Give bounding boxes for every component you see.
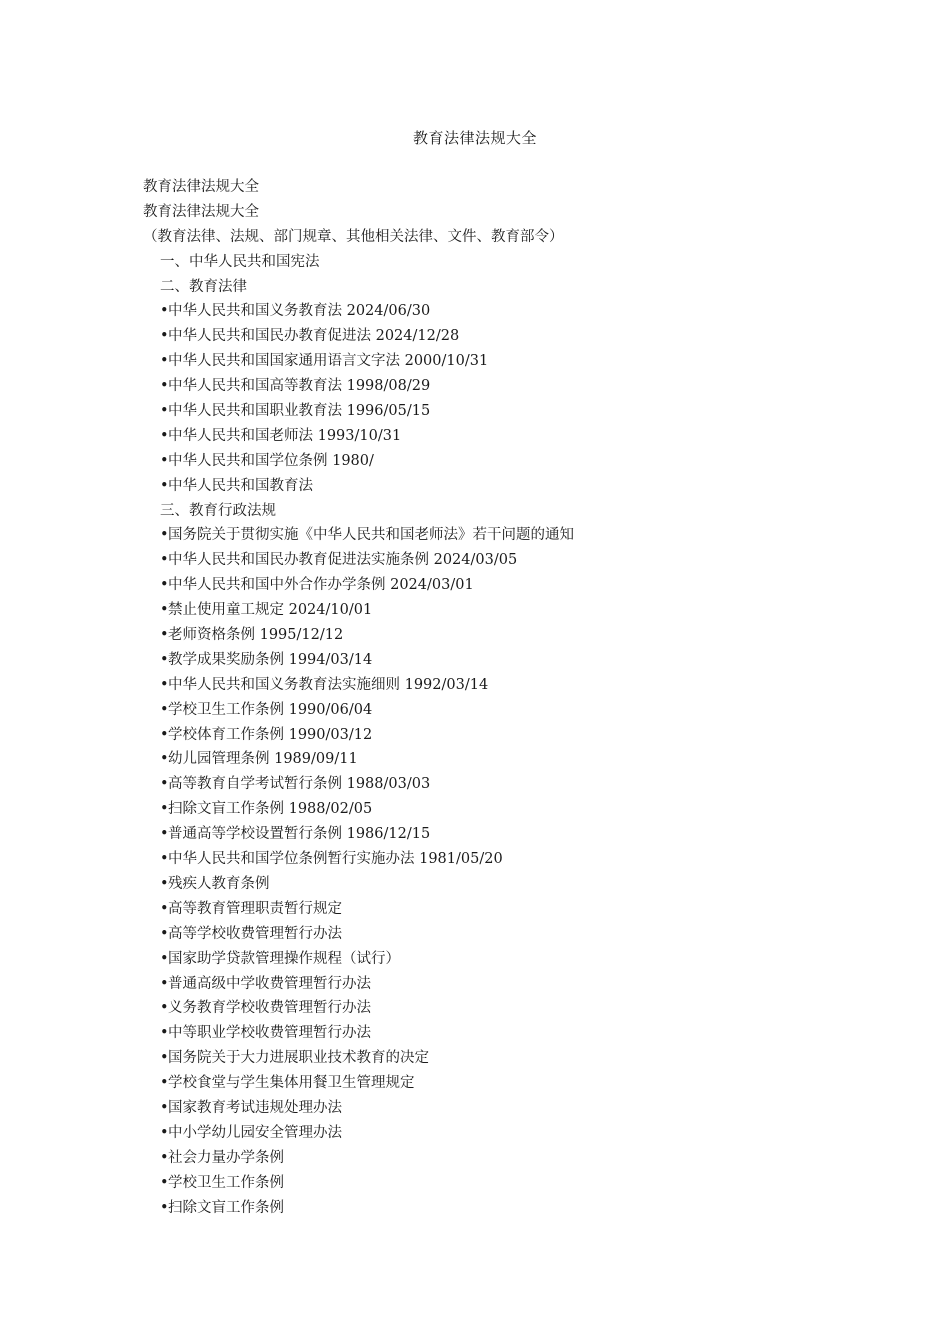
bullet-icon: • <box>160 1025 169 1042</box>
list-item-text: 中华人民共和国学位条例 1980/ <box>168 452 374 469</box>
bullet-icon: • <box>160 303 169 320</box>
list-item <box>143 772 823 797</box>
list-item-text: 老师资格条例 1995/12/12 <box>168 627 344 644</box>
list-item <box>143 1071 823 1096</box>
bullet-icon: • <box>160 552 169 569</box>
list-item-text: 中等职业学校收费管理暂行办法 <box>168 1025 371 1042</box>
list-item <box>143 847 823 872</box>
list-item <box>143 548 823 573</box>
list-item <box>143 1146 823 1171</box>
list-item-text: 中华人民共和国国家通用语言文字法 2000/10/31 <box>168 353 489 370</box>
sections-list <box>143 250 823 1221</box>
list-item <box>143 349 823 374</box>
list-item <box>143 1171 823 1196</box>
list-item-text: 中华人民共和国义务教育法实施细则 1992/03/14 <box>168 676 489 693</box>
bullet-icon: • <box>160 776 169 793</box>
bullet-icon: • <box>160 1149 169 1166</box>
list-item-text: 禁止使用童工规定 2024/10/01 <box>168 602 373 619</box>
section-heading: 三、教育行政法规 <box>160 502 276 519</box>
list-item <box>143 1121 823 1146</box>
list-item-text: 中华人民共和国义务教育法 2024/06/30 <box>168 303 431 320</box>
list-item-text: 国家助学贷款管理操作规程（试行） <box>168 950 400 967</box>
list-item <box>143 747 823 772</box>
bullet-icon: • <box>160 403 169 420</box>
list-item-text: 教学成果奖励条例 1994/03/14 <box>168 651 373 668</box>
list-item <box>143 1021 823 1046</box>
bullet-icon: • <box>160 950 169 967</box>
list-item <box>143 947 823 972</box>
bullet-icon: • <box>160 1199 169 1216</box>
list-item-text: 国务院关于贯彻实施《中华人民共和国老师法》若干问题的通知 <box>168 527 574 544</box>
list-item <box>143 922 823 947</box>
bullet-icon: • <box>160 1050 169 1067</box>
list-item-text: 中华人民共和国学位条例暂行实施办法 1981/05/20 <box>168 851 503 868</box>
list-item-text: 高等学校收费管理暂行办法 <box>168 925 342 942</box>
bullet-icon: • <box>160 1099 169 1116</box>
list-item-text: 中小学幼儿园安全管理办法 <box>168 1124 342 1141</box>
list-item <box>143 648 823 673</box>
list-item <box>143 1046 823 1071</box>
list-item-text: 义务教育学校收费管理暂行办法 <box>168 1000 371 1017</box>
list-item <box>143 623 823 648</box>
list-item <box>143 449 823 474</box>
list-item-text: 中华人民共和国民办教育促进法实施条例 2024/03/05 <box>168 552 518 569</box>
list-item-text: 中华人民共和国高等教育法 1998/08/29 <box>168 378 431 395</box>
list-item-text: 幼儿园管理条例 1989/09/11 <box>168 751 358 768</box>
bullet-icon: • <box>160 751 169 768</box>
list-item <box>143 897 823 922</box>
bullet-icon: • <box>160 1124 169 1141</box>
list-item <box>143 797 823 822</box>
list-item-text: 扫除文盲工作条例 <box>168 1199 284 1216</box>
list-item-text: 中华人民共和国民办教育促进法 2024/12/28 <box>168 328 460 345</box>
bullet-icon: • <box>160 900 169 917</box>
list-item-text: 中华人民共和国职业教育法 1996/05/15 <box>168 403 431 420</box>
bullet-icon: • <box>160 1174 169 1191</box>
bullet-icon: • <box>160 975 169 992</box>
bullet-icon: • <box>160 328 169 345</box>
list-item <box>143 972 823 997</box>
list-item-text: 高等教育管理职责暂行规定 <box>168 900 342 917</box>
intro-scope-line: （教育法律、法规、部门规章、其他相关法律、文件、教育部令） <box>143 228 564 245</box>
list-item <box>143 399 823 424</box>
bullet-icon: • <box>160 452 169 469</box>
document-title: 教育法律法规大全 <box>412 129 537 147</box>
bullet-icon: • <box>160 477 169 494</box>
list-item <box>143 822 823 847</box>
list-item-text: 普通高级中学收费管理暂行办法 <box>168 975 371 992</box>
list-item <box>143 673 823 698</box>
list-item-text: 学校卫生工作条例 1990/06/04 <box>168 701 373 718</box>
bullet-icon: • <box>160 726 169 743</box>
bullet-icon: • <box>160 527 169 544</box>
list-item <box>143 474 823 499</box>
bullet-icon: • <box>160 676 169 693</box>
list-item-text: 国务院关于大力进展职业技术教育的决定 <box>168 1050 429 1067</box>
section-heading: 二、教育法律 <box>160 278 247 295</box>
list-item <box>143 996 823 1021</box>
bullet-icon: • <box>160 875 169 892</box>
list-item-text: 社会力量办学条例 <box>168 1149 284 1166</box>
list-item <box>143 698 823 723</box>
bullet-icon: • <box>160 602 169 619</box>
list-item-text: 学校体育工作条例 1990/03/12 <box>168 726 373 743</box>
list-item <box>143 424 823 449</box>
list-item-text: 中华人民共和国老师法 1993/10/31 <box>168 427 402 444</box>
bullet-icon: • <box>160 925 169 942</box>
bullet-icon: • <box>160 826 169 843</box>
list-item <box>143 723 823 748</box>
list-item <box>143 299 823 324</box>
bullet-icon: • <box>160 1000 169 1017</box>
bullet-icon: • <box>160 651 169 668</box>
list-item-text: 扫除文盲工作条例 1988/02/05 <box>168 801 373 818</box>
list-item <box>143 523 823 548</box>
list-item <box>143 872 823 897</box>
list-item <box>143 573 823 598</box>
list-item-text: 学校食堂与学生集体用餐卫生管理规定 <box>168 1075 415 1092</box>
list-item-text: 学校卫生工作条例 <box>168 1174 284 1191</box>
list-item-text: 残疾人教育条例 <box>168 875 270 892</box>
list-item-text: 国家教育考试违规处理办法 <box>168 1099 342 1116</box>
list-item-text: 普通高等学校设置暂行条例 1986/12/15 <box>168 826 431 843</box>
section-heading: 一、中华人民共和国宪法 <box>160 253 320 270</box>
bullet-icon: • <box>160 627 169 644</box>
list-item <box>143 1196 823 1221</box>
list-item-text: 中华人民共和国中外合作办学条例 2024/03/01 <box>168 577 474 594</box>
list-item <box>143 1096 823 1121</box>
bullet-icon: • <box>160 353 169 370</box>
intro-line: 教育法律法规大全 <box>143 179 259 195</box>
list-item-text: 中华人民共和国教育法 <box>168 477 313 494</box>
list-item <box>143 598 823 623</box>
list-item <box>143 374 823 399</box>
bullet-icon: • <box>160 577 169 594</box>
intro-line: 教育法律法规大全 <box>143 203 259 220</box>
bullet-icon: • <box>160 701 169 718</box>
bullet-icon: • <box>160 801 169 818</box>
bullet-icon: • <box>160 851 169 868</box>
bullet-icon: • <box>160 378 169 395</box>
bullet-icon: • <box>160 427 169 444</box>
list-item-text: 高等教育自学考试暂行条例 1988/03/03 <box>168 776 431 793</box>
document-body <box>143 175 823 1220</box>
bullet-icon: • <box>160 1075 169 1092</box>
list-item <box>143 324 823 349</box>
